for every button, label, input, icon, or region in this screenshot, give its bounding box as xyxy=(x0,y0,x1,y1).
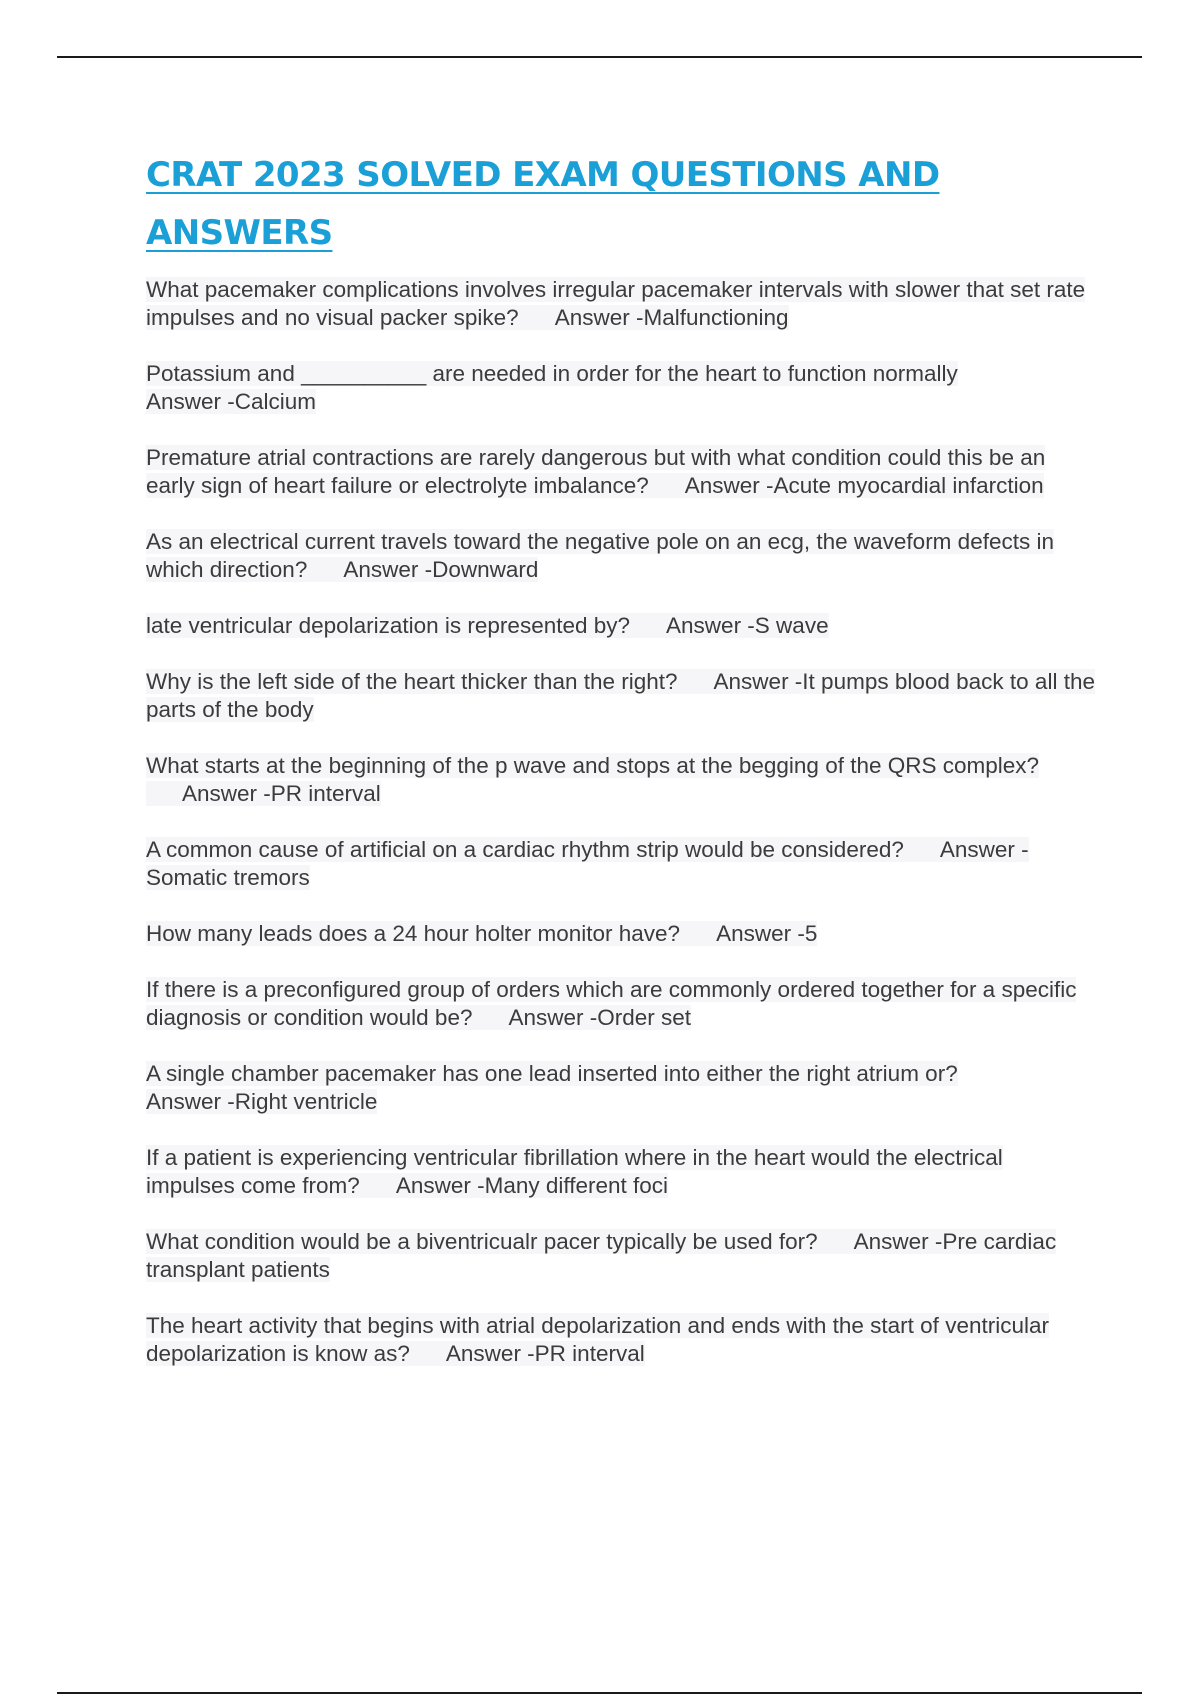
question-text: If there is a preconfigured group of orders which are commonly ordered together for a specific diagnosis or condition would be? xyxy=(146,977,1077,1030)
answer-text: Answer -Acute myocardial infarction xyxy=(684,473,1044,498)
qa-item xyxy=(146,752,1096,808)
document-body xyxy=(146,146,1096,1396)
qa-item xyxy=(146,276,1096,332)
question-text: Why is the left side of the heart thicker than the right? xyxy=(146,669,678,694)
answer-text: Answer -Downward xyxy=(343,557,539,582)
answer-text: Answer -Calcium xyxy=(146,389,317,414)
qa-item xyxy=(146,528,1096,584)
qa-item xyxy=(146,1312,1096,1368)
qa-item xyxy=(146,976,1096,1032)
header-rule xyxy=(57,56,1142,58)
qa-item xyxy=(146,668,1096,724)
qa-item xyxy=(146,360,1096,416)
answer-text: Answer -It pumps blood back to all the parts of the body xyxy=(146,669,1095,722)
question-text: If a patient is experiencing ventricular fibrillation where in the heart would the electrical impulses come from? xyxy=(146,1145,1003,1198)
qa-item xyxy=(146,612,1096,640)
qa-list xyxy=(146,276,1096,1368)
question-text: How many leads does a 24 hour holter monitor have? xyxy=(146,921,681,946)
answer-text: Answer -Right ventricle xyxy=(146,1089,378,1114)
answer-text: Answer -Order set xyxy=(508,1005,692,1030)
document-title: CRAT 2023 SOLVED EXAM QUESTIONS AND ANSWERS xyxy=(146,155,940,253)
answer-text: Answer -PR interval xyxy=(445,1341,645,1366)
answer-text: Answer -S wave xyxy=(666,613,829,638)
question-text: late ventricular depolarization is represented by? xyxy=(146,613,631,638)
answer-text: Answer -5 xyxy=(716,921,818,946)
answer-text: Answer -Somatic tremors xyxy=(146,837,1029,890)
footer-rule xyxy=(57,1692,1142,1694)
question-text: Premature atrial contractions are rarely dangerous but with what condition could this be an early sign of heart failure or electrolyte imbalance? xyxy=(146,445,1046,498)
answer-text: Answer -Many different foci xyxy=(395,1173,669,1198)
question-text: The heart activity that begins with atrial depolarization and ends with the start of ventricular depolarization is know as? xyxy=(146,1313,1049,1366)
question-text: What pacemaker complications involves irregular pacemaker intervals with slower that set rate impulses and no visual packer spike? xyxy=(146,277,1086,330)
question-text: Potassium and __________ are needed in order for the heart to function normally xyxy=(146,361,958,386)
question-text: As an electrical current travels toward the negative pole on an ecg, the waveform defects in which direction? xyxy=(146,529,1054,582)
qa-item xyxy=(146,1144,1096,1200)
qa-item xyxy=(146,836,1096,892)
answer-text: Answer -PR interval xyxy=(182,781,381,806)
qa-item xyxy=(146,920,1096,948)
qa-item xyxy=(146,1228,1096,1284)
question-text: A single chamber pacemaker has one lead inserted into either the right atrium or? xyxy=(146,1061,958,1086)
question-text: A common cause of artificial on a cardiac rhythm strip would be considered? xyxy=(146,837,904,862)
qa-item xyxy=(146,1060,1096,1116)
answer-text: Answer -Malfunctioning xyxy=(554,305,789,330)
question-text: What condition would be a biventricualr pacer typically be used for? xyxy=(146,1229,818,1254)
question-text: What starts at the beginning of the p wave and stops at the begging of the QRS complex? xyxy=(146,753,1040,778)
answer-text: Answer -Pre cardiac transplant patients xyxy=(146,1229,1057,1282)
qa-item xyxy=(146,444,1096,500)
